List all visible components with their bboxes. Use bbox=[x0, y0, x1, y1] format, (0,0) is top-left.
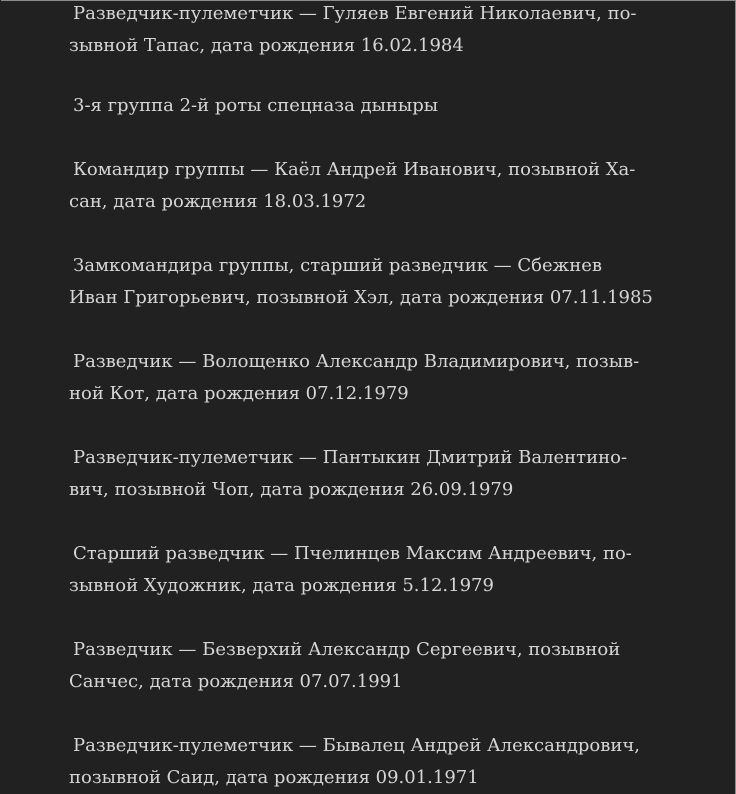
paragraph-line: Командир группы — Каёл Андрей Иванович, позывной Ха- bbox=[73, 159, 636, 180]
paragraph-pchelintsev bbox=[69, 538, 669, 602]
paragraph-line: Разведчик — Волощенко Александр Владимирович, позыв- bbox=[73, 351, 640, 372]
paragraph-line: позывной Саид, дата рождения 09.01.1971 bbox=[69, 767, 479, 788]
paragraph-line: Иван Григорьевич, позывной Хэл, дата рождения 07.11.1985 bbox=[69, 287, 653, 308]
paragraph-voloshchenko bbox=[69, 346, 669, 410]
paragraph-line: сан, дата рождения 18.03.1972 bbox=[69, 191, 367, 212]
paragraph-byvalets bbox=[69, 730, 669, 794]
paragraph-line: Старший разведчик — Пчелинцев Максим Андреевич, по- bbox=[73, 543, 632, 564]
paragraph-line: Санчес, дата рождения 07.07.1991 bbox=[69, 671, 403, 692]
paragraph-line: Разведчик-пулеметчик — Пантыкин Дмитрий Валентино- bbox=[73, 447, 628, 468]
paragraph-line: 3-я группа 2-й роты спецназа дыныры bbox=[73, 95, 439, 116]
paragraph-line: Замкомандира группы, старший разведчик — Сбежнев bbox=[73, 255, 603, 276]
paragraph-line: вич, позывной Чоп, дата рождения 26.09.1979 bbox=[69, 479, 514, 500]
paragraph-line: Разведчик-пулеметчик — Гуляев Евгений Николаевич, по- bbox=[73, 3, 637, 24]
paragraph-line: Разведчик-пулеметчик — Бывалец Андрей Александрович, bbox=[73, 735, 641, 756]
paragraph-group-heading bbox=[69, 90, 669, 122]
paragraph-guliaev bbox=[69, 0, 669, 62]
paragraph-line: Разведчик — Безверхий Александр Сергеевич, позывной bbox=[73, 639, 621, 660]
paragraph-line: зывной Тапас, дата рождения 16.02.1984 bbox=[69, 35, 464, 56]
paragraph-pantykin bbox=[69, 442, 669, 506]
paragraph-line: ной Кот, дата рождения 07.12.1979 bbox=[69, 383, 409, 404]
paragraph-kaiol bbox=[69, 154, 669, 218]
paragraph-bezverkhii bbox=[69, 634, 669, 698]
paragraph-sbezhnev bbox=[69, 250, 669, 314]
paragraph-line: зывной Художник, дата рождения 5.12.1979 bbox=[69, 575, 494, 596]
